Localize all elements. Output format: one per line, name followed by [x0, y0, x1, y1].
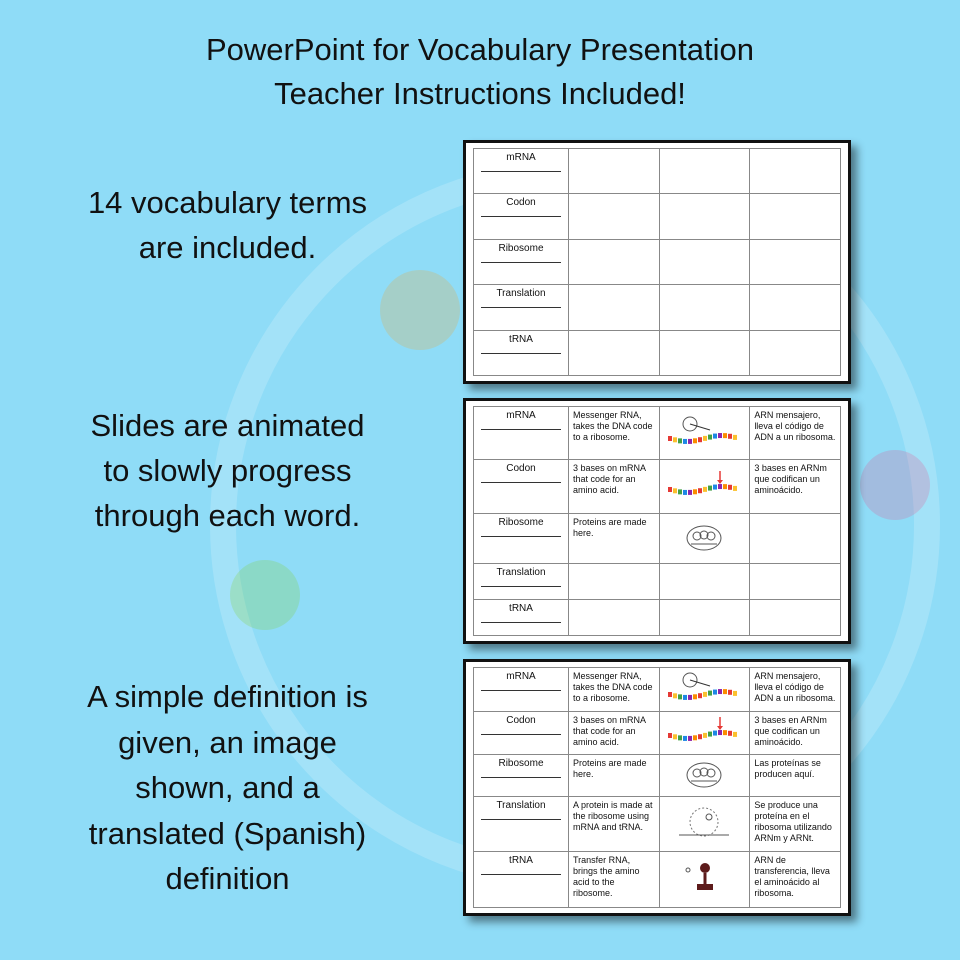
blank-line	[481, 307, 561, 308]
vocab-row	[474, 330, 841, 375]
vocab-term-label: Ribosome	[498, 516, 544, 528]
vocab-image	[659, 564, 750, 600]
title-line-2: Teacher Instructions Included!	[274, 76, 686, 111]
caption-line: Slides are animated	[90, 408, 365, 443]
vocab-term	[474, 407, 569, 460]
caption-line: A simple definition is	[87, 679, 368, 714]
vocab-term	[474, 149, 569, 194]
vocab-image	[659, 796, 750, 852]
slide-preview-empty	[463, 140, 851, 384]
caption-line: definition	[165, 861, 290, 896]
english-definition: Messenger RNA, takes the DNA code to a ribosome.	[569, 668, 660, 712]
spanish-definition: ARN mensajero, lleva el código de ADN a un ribosoma.	[750, 407, 841, 460]
vocab-term	[474, 194, 569, 239]
vocab-row	[474, 285, 841, 330]
spanish-definition	[750, 194, 841, 239]
watermark-dot	[380, 270, 460, 350]
vocab-term	[474, 852, 569, 908]
blank-line	[481, 819, 561, 820]
vocab-image	[659, 711, 750, 755]
spanish-definition: Se produce una proteína en el ribosoma utilizando ARNm y ARNt.	[750, 796, 841, 852]
english-definition	[569, 149, 660, 194]
english-definition	[569, 239, 660, 284]
blank-line	[481, 874, 561, 875]
vocab-image	[659, 149, 750, 194]
caption-line: given, an image	[118, 724, 337, 760]
vocab-row	[474, 564, 841, 600]
slide-preview-partial	[463, 398, 851, 644]
vocab-row	[474, 407, 841, 460]
blank-line	[481, 262, 561, 263]
vocab-term	[474, 285, 569, 330]
vocab-row	[474, 755, 841, 796]
caption-animation	[30, 403, 425, 538]
vocab-image	[659, 852, 750, 908]
blank-line	[481, 690, 561, 691]
blank-line	[481, 171, 561, 172]
english-definition: Proteins are made here.	[569, 513, 660, 564]
blank-line	[481, 216, 561, 217]
vocab-term	[474, 513, 569, 564]
vocab-term-label: Codon	[506, 463, 536, 475]
caption-vocabulary-count	[30, 180, 425, 270]
blank-line	[481, 734, 561, 735]
vocab-term-label: tRNA	[509, 603, 533, 615]
vocab-term	[474, 711, 569, 755]
vocab-row	[474, 796, 841, 852]
spanish-definition: ARN mensajero, lleva el código de ADN a un ribosoma.	[750, 668, 841, 712]
english-definition: Proteins are made here.	[569, 755, 660, 796]
vocab-term	[474, 564, 569, 600]
vocab-term-label: Translation	[496, 567, 546, 579]
caption-line: through each word.	[94, 498, 361, 533]
vocab-term	[474, 460, 569, 513]
english-definition	[569, 330, 660, 375]
vocab-image	[659, 194, 750, 239]
spanish-definition	[750, 285, 841, 330]
english-definition: Transfer RNA, brings the amino acid to the ribosome.	[569, 852, 660, 908]
spanish-definition	[750, 513, 841, 564]
english-definition	[569, 285, 660, 330]
spanish-definition: Las proteínas se producen aquí.	[750, 755, 841, 796]
vocab-term-label: mRNA	[506, 152, 536, 163]
watermark-dot	[230, 560, 300, 630]
blank-line	[481, 586, 561, 587]
english-definition	[569, 600, 660, 636]
spanish-definition	[750, 330, 841, 375]
spanish-definition	[750, 239, 841, 284]
vocab-row	[474, 852, 841, 908]
spanish-definition	[750, 564, 841, 600]
vocab-term	[474, 796, 569, 852]
blank-line	[481, 777, 561, 778]
spanish-definition	[750, 600, 841, 636]
watermark-dot	[860, 450, 930, 520]
vocab-row	[474, 460, 841, 513]
vocab-image	[659, 239, 750, 284]
title-line-1: PowerPoint for Vocabulary Presentation	[206, 32, 754, 67]
vocab-term-label: mRNA	[506, 410, 536, 421]
blank-line	[481, 353, 561, 354]
vocab-image	[659, 513, 750, 564]
spanish-definition: 3 bases en ARNm que codifican un aminoácido.	[750, 460, 841, 513]
vocab-row	[474, 711, 841, 755]
english-definition: 3 bases on mRNA that code for an amino acid.	[569, 711, 660, 755]
caption-line: translated (Spanish)	[88, 815, 367, 851]
caption-line: shown, and a	[135, 770, 320, 805]
blank-line	[481, 429, 561, 430]
vocab-image	[659, 460, 750, 513]
vocab-row	[474, 149, 841, 194]
caption-line: 14 vocabulary terms	[87, 185, 368, 220]
vocab-image	[659, 668, 750, 712]
vocab-term-label: Ribosome	[498, 242, 544, 254]
vocab-term	[474, 239, 569, 284]
vocab-term-label: Codon	[506, 197, 536, 209]
page-title	[0, 28, 960, 116]
vocab-image	[659, 285, 750, 330]
vocab-image	[659, 600, 750, 636]
english-definition	[569, 564, 660, 600]
vocab-term	[474, 600, 569, 636]
spanish-definition: 3 bases en ARNm que codifican un aminoácido.	[750, 711, 841, 755]
vocab-row	[474, 513, 841, 564]
slide-preview-complete	[463, 659, 851, 916]
vocab-row	[474, 600, 841, 636]
english-definition	[569, 194, 660, 239]
vocab-term-label: Translation	[496, 288, 546, 300]
caption-line: to slowly progress	[103, 453, 352, 488]
vocab-image	[659, 755, 750, 796]
vocab-term	[474, 755, 569, 796]
blank-line	[481, 482, 561, 483]
english-definition: 3 bases on mRNA that code for an amino acid.	[569, 460, 660, 513]
spanish-definition: ARN de transferencia, lleva el aminoácido al ribosoma.	[750, 852, 841, 908]
caption-line: are included.	[138, 230, 317, 265]
vocab-row	[474, 194, 841, 239]
blank-line	[481, 536, 561, 537]
vocab-image	[659, 330, 750, 375]
vocab-term	[474, 330, 569, 375]
caption-definition	[30, 674, 425, 902]
english-definition: A protein is made at the ribosome using mRNA and tRNA.	[569, 796, 660, 852]
blank-line	[481, 622, 561, 623]
vocab-term-label: Codon	[506, 714, 536, 726]
vocab-term-label: mRNA	[506, 671, 536, 682]
vocab-term-label: tRNA	[509, 333, 533, 345]
english-definition: Messenger RNA, takes the DNA code to a ribosome.	[569, 407, 660, 460]
vocab-term-label: tRNA	[509, 855, 533, 867]
spanish-definition	[750, 149, 841, 194]
vocab-term-label: Ribosome	[498, 758, 544, 770]
vocab-image	[659, 407, 750, 460]
vocab-term	[474, 668, 569, 712]
vocab-row	[474, 668, 841, 712]
vocab-term-label: Translation	[496, 799, 546, 811]
vocab-row	[474, 239, 841, 284]
